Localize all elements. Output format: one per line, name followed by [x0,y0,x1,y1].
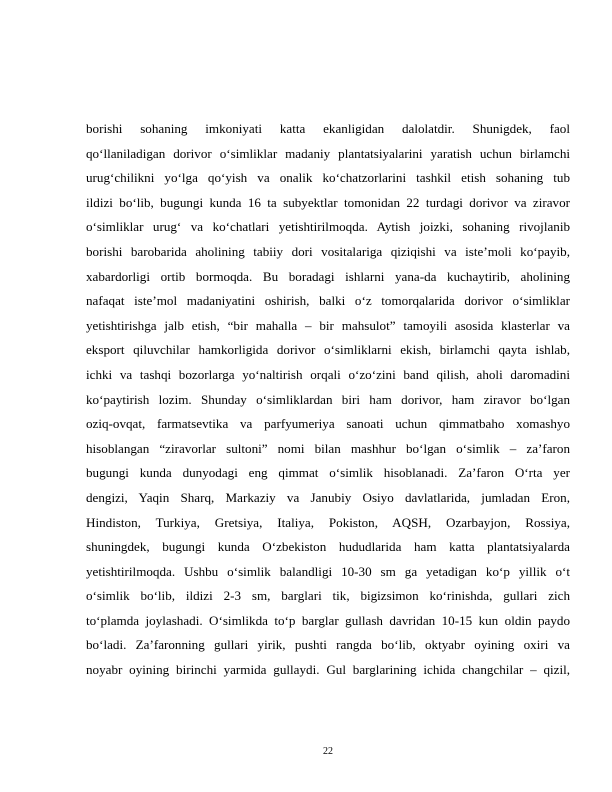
text-line: hisoblangan “ziravorlar sultoni” nomi bilan mashhur bo‘lgan o‘simlik – za’faron [86,440,570,456]
page-number: 22 [323,746,333,757]
text-line: nafaqat iste’mol madaniyatini oshirish, balki o‘z tomorqalarida dorivor o‘simliklar [86,293,570,309]
text-line: to‘plamda joylashadi. O‘simlikda to‘p barglar gullash davridan 10-15 kun oldin paydo [86,612,570,628]
text-line: yetishtirilmoqda. Ushbu o‘simlik balandligi 10-30 sm ga yetadigan ko‘p yillik o‘t [86,563,570,579]
text-line: xabardorligi ortib bormoqda. Bu boradagi ishlarni yana-da kuchaytirib, aholining [86,268,570,284]
text-line: eksport qiluvchilar hamkorligida dorivor o‘simliklarni ekish, birlamchi qayta ishlab, [86,342,570,358]
text-line: urug‘chilikni yo‘lga qo‘yish va onalik ko‘chatzorlarini tashkil etish sohaning tub [86,170,570,186]
text-line: ko‘paytirish lozim. Shunday o‘simliklardan biri ham dorivor, ham ziravor bo‘lgan [86,391,570,407]
text-line: yetishtirishga jalb etish, “bir mahalla – bir mahsulot” tamoyili asosida klasterlar va [86,317,570,333]
text-line: bo‘ladi. Za’faronning gullari yirik, pushti rangda bo‘lib, oktyabr oyining oxiri va [86,637,570,653]
text-line: o‘simlik bo‘lib, ildizi 2-3 sm, barglari tik, bigizsimon ko‘rinishda, gullari zich [86,588,570,604]
text-line: shuningdek, bugungi kunda O‘zbekiston hududlarida ham katta plantatsiyalarda [86,539,570,555]
body-paragraph [86,117,570,683]
text-line: oziq-ovqat, farmatsevtika va parfyumeriya sanoati uchun qimmatbaho xomashyo [86,416,570,432]
text-line: ildizi bo‘lib, bugungi kunda 16 ta subyektlar tomonidan 22 turdagi dorivor va ziravor [86,194,570,210]
text-line: qo‘llaniladigan dorivor o‘simliklar madaniy plantatsiyalarini yaratish uchun birlamchi [86,145,570,161]
text-line: borishi barobarida aholining tabiiy dori vositalariga qiziqishi va iste’moli ko‘payib, [86,243,570,259]
text-line: Hindiston, Turkiya, Gretsiya, Italiya, Pokiston, AQSH, Ozarbayjon, Rossiya, [86,514,570,530]
text-line: ichki va tashqi bozorlarga yo‘naltirish orqali o‘zo‘zini band qilish, aholi daromadini [86,366,570,382]
text-line: noyabr oyining birinchi yarmida gullaydi. Gul barglarining ichida changchilar – qizil, [86,662,570,678]
text-line: dengizi, Yaqin Sharq, Markaziy va Janubiy Osiyo davlatlarida, jumladan Eron, [86,489,570,505]
text-line: bugungi kunda dunyodagi eng qimmat o‘simlik hisoblanadi. Za’faron O‘rta yer [86,465,570,481]
text-line: borishi sohaning imkoniyati katta ekanligidan dalolatdir. Shunigdek, faol [86,121,570,136]
text-line: o‘simliklar urug‘ va ko‘chatlari yetishtirilmoqda. Aytish joizki, sohaning rivojlanib [86,219,570,235]
